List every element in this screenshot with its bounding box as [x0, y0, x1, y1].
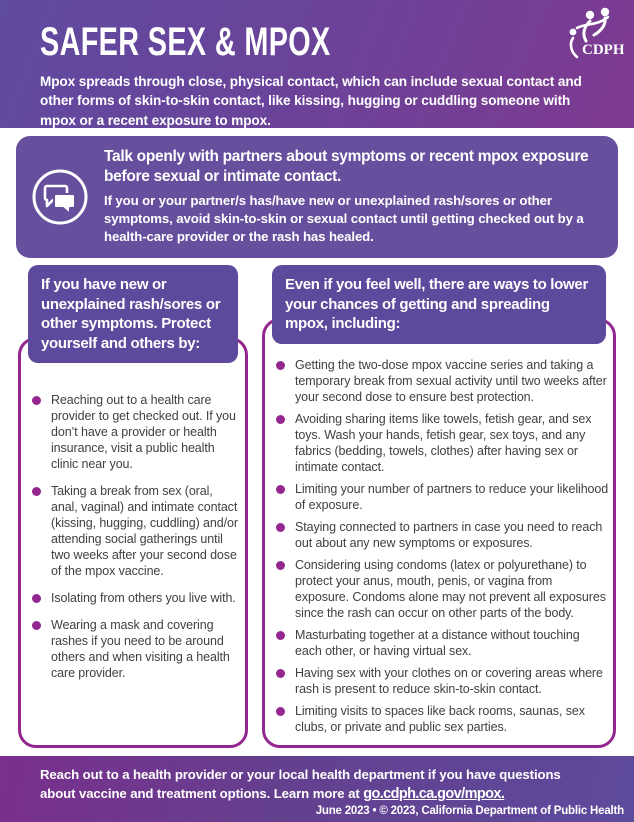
left-bullet-list [31, 392, 239, 681]
left-column-heading: If you have new or unexplained rash/sores or other symptoms. Protect yourself and others by: [28, 265, 238, 363]
cdph-logo [560, 7, 624, 65]
right-column [262, 265, 616, 748]
list-item: Taking a break from sex (oral, anal, vaginal) and intimate contact (kissing, hugging, cuddling) and/or attending social gatherings until two weeks after your second dose of the mpox vaccine. [31, 483, 239, 579]
footer-text [40, 765, 580, 805]
list-item: Avoiding sharing items like towels, fetish gear, and sex toys. Wash your hands, fetish gear, sex toys, and any fabrics (bedding, towels, clothes) after having sex or intimate contact. [275, 411, 609, 475]
list-item: Having sex with your clothes on or covering areas where rash is present to reduce skin-to-skin contact. [275, 665, 609, 697]
intro-paragraph: Mpox spreads through close, physical contact, which can include sexual contact and other forms of skin-to-skin contact, like kissing, hugging or cuddling someone with mpox or a recent exposure to mpox. [40, 74, 582, 128]
right-column-heading: Even if you feel well, there are ways to lower your chances of getting and spreading mpox, including: [272, 265, 606, 344]
cdph-logo-text: CDPH [582, 42, 624, 58]
content-columns [18, 265, 616, 748]
left-column [18, 265, 248, 748]
callout-text-block [104, 147, 600, 246]
list-item: Reaching out to a health care provider to get checked out. If you don’t have a provider or health insurance, visit a public health clinic near you. [31, 392, 239, 472]
list-item: Getting the two-dose mpox vaccine series and taking a temporary break from sexual activity until two weeks after your second dose to ensure best protection. [275, 357, 609, 405]
footer-text-span: Reach out to a health provider or your local health department if you have questions about vaccine and treatment options. Learn more at [40, 767, 561, 802]
speech-bubbles-icon [16, 165, 104, 229]
list-item: Limiting your number of partners to reduce your likelihood of exposure. [275, 481, 609, 513]
list-item: Staying connected to partners in case you need to reach out about any new symptoms or exposures. [275, 519, 609, 551]
list-item: Wearing a mask and covering rashes if you need to be around others and when visiting a health care provider. [31, 617, 239, 681]
list-item: Limiting visits to spaces like back rooms, saunas, sex clubs, or private and public sex parties. [275, 703, 609, 735]
right-bullet-list [275, 357, 609, 735]
list-item: Masturbating together at a distance without touching each other, or having virtual sex. [275, 627, 609, 659]
mpox-info-link[interactable]: go.cdph.ca.gov/mpox. [363, 786, 505, 803]
right-column-panel [262, 318, 616, 749]
callout-heading: Talk openly with partners about symptoms or recent mpox exposure before sexual or intimate contact. [104, 148, 589, 185]
header-banner [0, 0, 634, 128]
list-item: Isolating from others you live with. [31, 590, 239, 606]
page-title: SAFER SEX & MPOX [40, 20, 331, 64]
callout-body: If you or your partner/s has/have new or unexplained rash/sores or other symptoms, avoid skin-to-skin or sexual contact until getting checked out by a health-care provider or the rash has healed. [104, 193, 584, 245]
talk-openly-callout [16, 136, 618, 258]
list-item: Considering using condoms (latex or polyurethane) to protect your anus, mouth, penis, or vagina from exposure. Condoms alone may not prevent all exposures since the rash can occur on other parts of the body. [275, 557, 609, 621]
footer-banner [0, 756, 634, 822]
footer-date-line: June 2023 • © 2023, California Department of Public Health [315, 805, 624, 817]
left-column-panel [18, 337, 248, 748]
